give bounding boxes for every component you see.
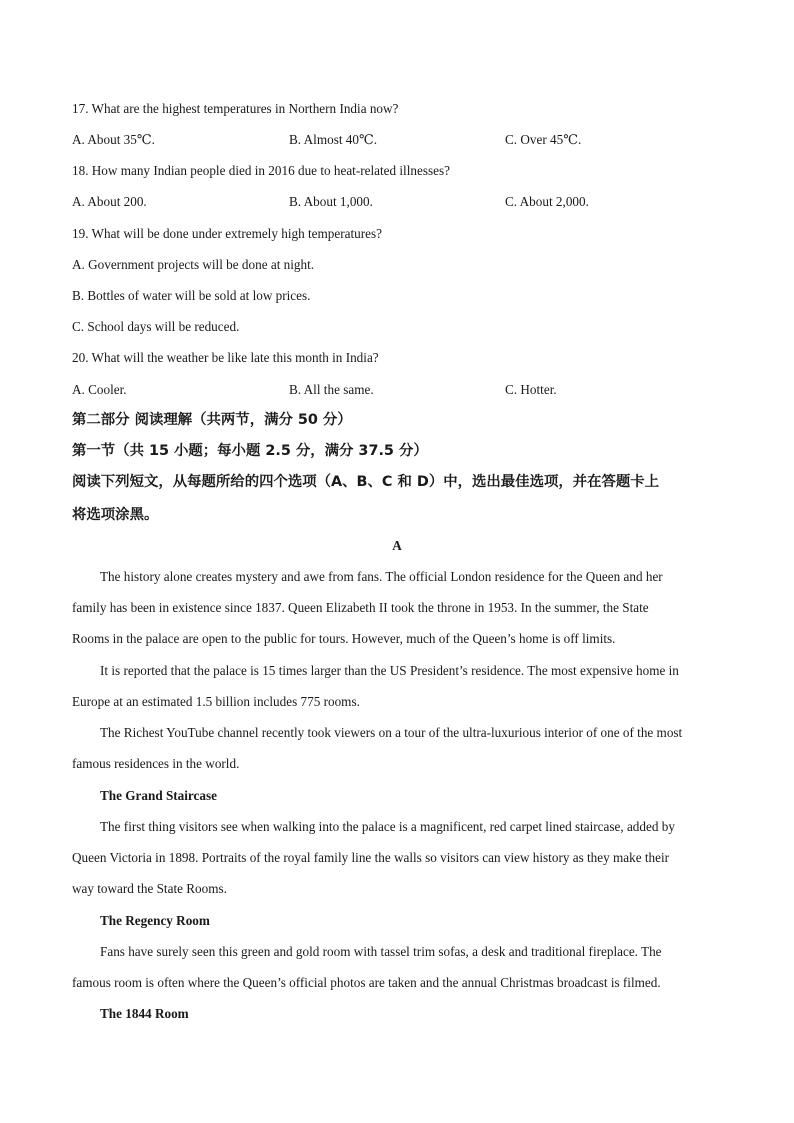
question-17-option-c: C. Over 45℃.: [505, 132, 582, 147]
section1-heading: 第一节（共 15 小题；每小题 2.5 分，满分 37.5 分）: [72, 443, 428, 459]
question-18-option-b: B. About 1,000.: [289, 194, 373, 209]
instruction-line-1: 阅读下列短文，从每题所给的四个选项（A、B、C 和 D）中，选出最佳选项，并在答题卡上: [72, 474, 660, 490]
passage-p3-line-2: famous residences in the world.: [72, 756, 240, 771]
question-18-option-a: A. About 200.: [72, 194, 147, 209]
question-20-stem: 20. What will the weather be like late this month in India?: [72, 350, 379, 365]
subheading-regency-room: The Regency Room: [100, 913, 210, 928]
question-17-stem: 17. What are the highest temperatures in Northern India now?: [72, 101, 399, 116]
question-18-stem: 18. How many Indian people died in 2016 due to heat-related illnesses?: [72, 163, 450, 178]
question-17-option-b: B. Almost 40℃.: [289, 132, 378, 147]
question-19-option-a: A. Government projects will be done at night.: [72, 257, 315, 272]
passage-p5-line-2: famous room is often where the Queen’s official photos are taken and the annual Christmas broadcast is filmed.: [72, 975, 661, 990]
passage-p5-line-1: Fans have surely seen this green and gold room with tassel trim sofas, a desk and traditional fireplace. The: [100, 944, 662, 959]
question-20-option-b: B. All the same.: [289, 382, 374, 397]
instruction-line-2: 将选项涂黑。: [72, 507, 159, 523]
question-20-option-a: A. Cooler.: [72, 382, 127, 397]
passage-p3-line-1: The Richest YouTube channel recently took viewers on a tour of the ultra-luxurious interior of one of the most: [100, 725, 683, 740]
question-18-option-c: C. About 2,000.: [505, 194, 589, 209]
question-19-stem: 19. What will be done under extremely high temperatures?: [72, 226, 382, 241]
passage-p4-line-3: way toward the State Rooms.: [72, 881, 227, 896]
passage-p1-line-2: family has been in existence since 1837. Queen Elizabeth II took the throne in 1953. In the summer, the State: [72, 600, 649, 615]
question-17-option-a: A. About 35℃.: [72, 132, 155, 147]
question-19-option-b: B. Bottles of water will be sold at low prices.: [72, 288, 311, 303]
question-19-option-c: C. School days will be reduced.: [72, 319, 240, 334]
passage-p1-line-1: The history alone creates mystery and awe from fans. The official London residence for the Queen and her: [100, 569, 663, 584]
passage-p2-line-1: It is reported that the palace is 15 times larger than the US President’s residence. The most expensive home in: [100, 663, 679, 678]
passage-p4-line-2: Queen Victoria in 1898. Portraits of the royal family line the walls so visitors can view history as they make their: [72, 850, 670, 865]
subheading-1844-room: The 1844 Room: [100, 1006, 189, 1021]
passage-p1-line-3: Rooms in the palace are open to the public for tours. However, much of the Queen’s home is off limits.: [72, 631, 616, 646]
passage-p2-line-2: Europe at an estimated 1.5 billion includes 775 rooms.: [72, 694, 360, 709]
part2-heading: 第二部分 阅读理解（共两节，满分 50 分）: [72, 412, 352, 428]
passage-p4-line-1: The first thing visitors see when walking into the palace is a magnificent, red carpet lined staircase, added by: [100, 819, 675, 834]
question-20-option-c: C. Hotter.: [505, 382, 557, 397]
passage-letter: A: [392, 538, 402, 553]
subheading-grand-staircase: The Grand Staircase: [100, 788, 217, 803]
